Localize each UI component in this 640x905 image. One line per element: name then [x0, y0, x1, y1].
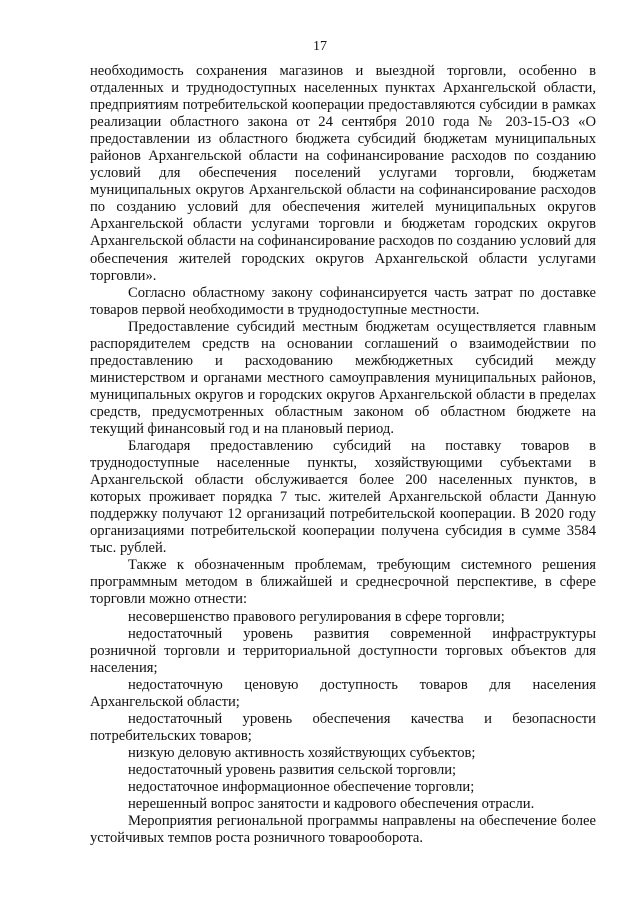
list-item: низкую деловую активность хозяйствующих субъектов; [128, 744, 476, 761]
paragraph: Мероприятия региональной программы направлены на обеспечение более устойчивых темпов роста розничного товарооборота. [90, 813, 596, 847]
paragraph: Согласно областному закону софинансируется часть затрат по доставке товаров первой необходимости в труднодоступные местности. [90, 284, 596, 318]
paragraph: Также к обозначенным проблемам, требующим системного решения программным методом в ближайшей и среднесрочной перспективе, в сфере торговли можно отнести: [90, 557, 596, 608]
paragraph: Предоставление субсидий местным бюджетам осуществляется главным распорядителем средств на основании соглашений о взаимодействии по предоставлению и расходованию межбюджетных субсидий между министерством и органами местного самоуправления муниципальных районов, муниципальных округов и городских округов Архангельской области в пределах средств, предусмотренных областным законом об областном бюджете на текущий финансовый год и на плановый период. [90, 318, 596, 437]
list-item: недостаточное информационное обеспечение торговли; [128, 778, 475, 795]
paragraph: Благодаря предоставлению субсидий на поставку товаров в труднодоступные населенные пункты, хозяйствующими субъектами в Архангельской области обслуживается более 200 населенных пунктов, в которых проживает порядка 7 тыс. жителей Архангельской области Данную поддержку получают 12 организаций потребительской кооперации. В 2020 году организациями потребительской кооперации получена субсидия в сумме 3584 тыс. рублей. [90, 438, 596, 557]
list-item: недостаточный уровень развития сельской торговли; [128, 761, 457, 778]
list-item: несовершенство правового регулирования в сфере торговли; [128, 608, 505, 625]
document-body [90, 63, 596, 847]
list-item: недостаточный уровень развития современной инфраструктуры розничной торговли и территориальной доступности торговых объектов для населения; [90, 625, 596, 676]
list-item: недостаточный уровень обеспечения качества и безопасности потребительских товаров; [90, 710, 596, 744]
list-item: недостаточную ценовую доступность товаров для населения Архангельской области; [90, 676, 596, 710]
paragraph-continuation: необходимость сохранения магазинов и выездной торговли, особенно в отдаленных и труднодоступных населенных пунктах Архангельской области, предприятиям потребительской кооперации предоставляются субсидии в рамках реализации областного закона от 24 сентября 2010 года № 203-15-ОЗ «О предоставлении из областного бюджета субсидий бюджетам муниципальных районов Архангельской области на софинансирование расходов по созданию условий для обеспечения поселений услугами торговли, бюджетам муниципальных округов Архангельской области на софинансирование расходов по созданию условий для обеспечения жителей муниципальных округов Архангельской области услугами торговли и бюджетам городских округов Архангельской области на софинансирование расходов по созданию условий для обеспечения жителей городских округов Архангельской области услугами торговли». [90, 63, 596, 284]
page-number: 17 [313, 39, 327, 54]
list-item: нерешенный вопрос занятости и кадрового обеспечения отрасли. [128, 796, 535, 813]
